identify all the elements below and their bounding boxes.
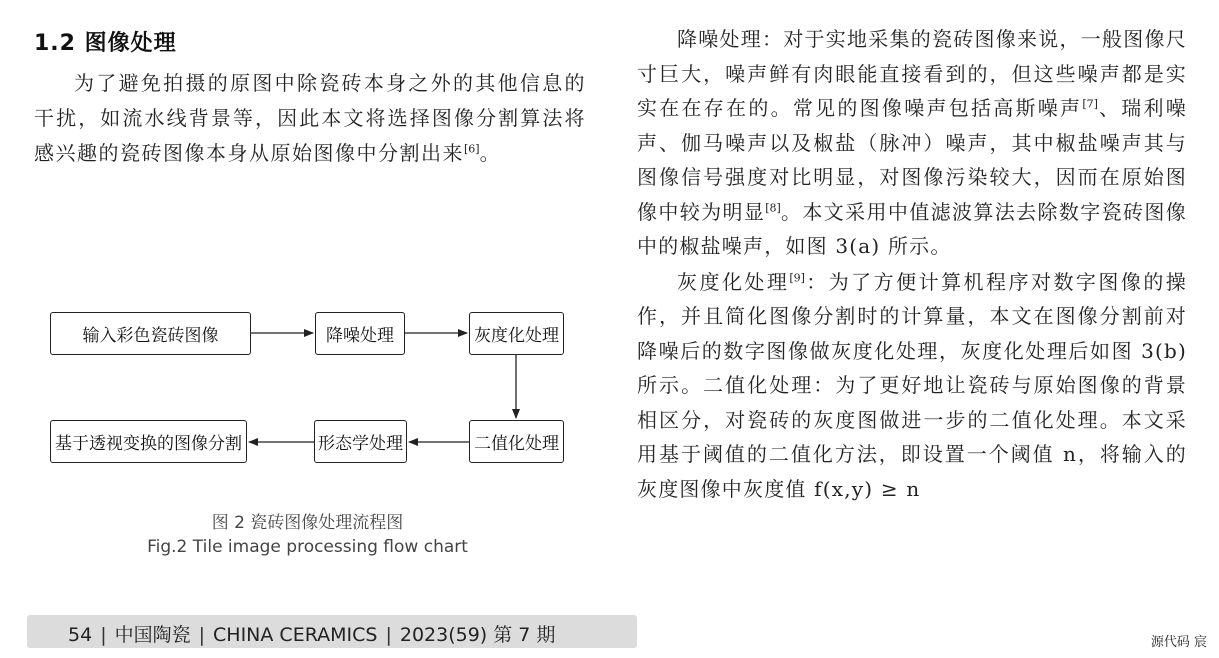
denoise-text-a: 降噪处理：对于实地采集的瓷砖图像来说，一般图像尺寸巨大，噪声鲜有肉眼能直接看到的，但这些噪声都是实实在在存在的。常见的图像噪声包括高斯噪声 xyxy=(637,27,1187,120)
left-paragraph-end: 。 xyxy=(479,141,502,165)
flow-node-segmentation: 基于透视变换的图像分割 xyxy=(50,420,247,463)
denoise-text-b: 、瑞利噪声、伽马噪声以及椒盐（脉冲）噪声，其中椒盐噪声其与图像信号强度对比明显，对图像污染较大，因而在原始图像中较为明显 xyxy=(637,96,1187,224)
citation-ref[interactable]: [8] xyxy=(765,200,781,214)
grayscale-text-a: 灰度化处理 xyxy=(677,269,790,294)
figure-caption-cn: 图 2 瓷砖图像处理流程图 xyxy=(211,513,404,533)
left-paragraph-text: 为了避免拍摄的原图中除瓷砖本身之外的其他信息的干扰，如流水线背景等，因此本文将选择图像分割算法将感兴趣的瓷砖图像本身从原始图像中分割出来 xyxy=(34,71,586,165)
citation-ref[interactable]: [9] xyxy=(789,270,805,284)
denoise-paragraph xyxy=(637,22,1187,264)
grayscale-paragraph xyxy=(637,265,1187,507)
grayscale-text-b: ：为了方便计算机程序对数字图像的操作，并且简化图像分割时的计算量，本文在图像分割前对降噪后的数字图像做灰度化处理，灰度化处理后如图 3(b) 所示。二值化处理：为了更好地让瓷砖与原始图像的背景相区分，对瓷砖的灰度图做进一步的二值化处理。本文采用基于阈值的二值化方法，即设置一个阈值 n，将输入的灰度图像中灰度值 f(x,y) ≥ n xyxy=(637,269,1188,501)
citation-ref[interactable]: [7] xyxy=(1082,97,1098,111)
citation-ref[interactable]: [6] xyxy=(464,142,480,156)
left-paragraph xyxy=(34,66,586,171)
right-column xyxy=(637,22,1187,506)
flow-node-grayscale: 灰度化处理 xyxy=(469,312,564,355)
journal-name-cn: 中国陶瓷 xyxy=(114,624,191,646)
footer-watermark: 源代码 宸 xyxy=(1150,635,1207,650)
section-title: 1.2 图像处理 xyxy=(34,31,177,56)
footer-running-head xyxy=(68,620,555,647)
flow-node-morphology: 形态学处理 xyxy=(314,420,407,463)
flow-node-denoise: 降噪处理 xyxy=(315,312,405,355)
journal-issue: 2023(59) 第 7 期 xyxy=(399,624,556,646)
page-number: 54 xyxy=(68,624,93,646)
footer-separator: | xyxy=(100,624,107,646)
left-column xyxy=(34,66,586,171)
footer-separator: | xyxy=(385,624,392,646)
figure-caption-en: Fig.2 Tile image processing flow chart xyxy=(147,537,468,557)
flow-node-binarize: 二值化处理 xyxy=(469,420,564,463)
flow-node-input: 输入彩色瓷砖图像 xyxy=(50,312,251,355)
journal-name-en: CHINA CERAMICS xyxy=(213,624,378,646)
footer-separator: | xyxy=(198,624,206,646)
denoise-text-c: 。本文采用中值滤波算法去除数字瓷砖图像中的椒盐噪声，如图 3(a) 所示。 xyxy=(637,199,1187,258)
